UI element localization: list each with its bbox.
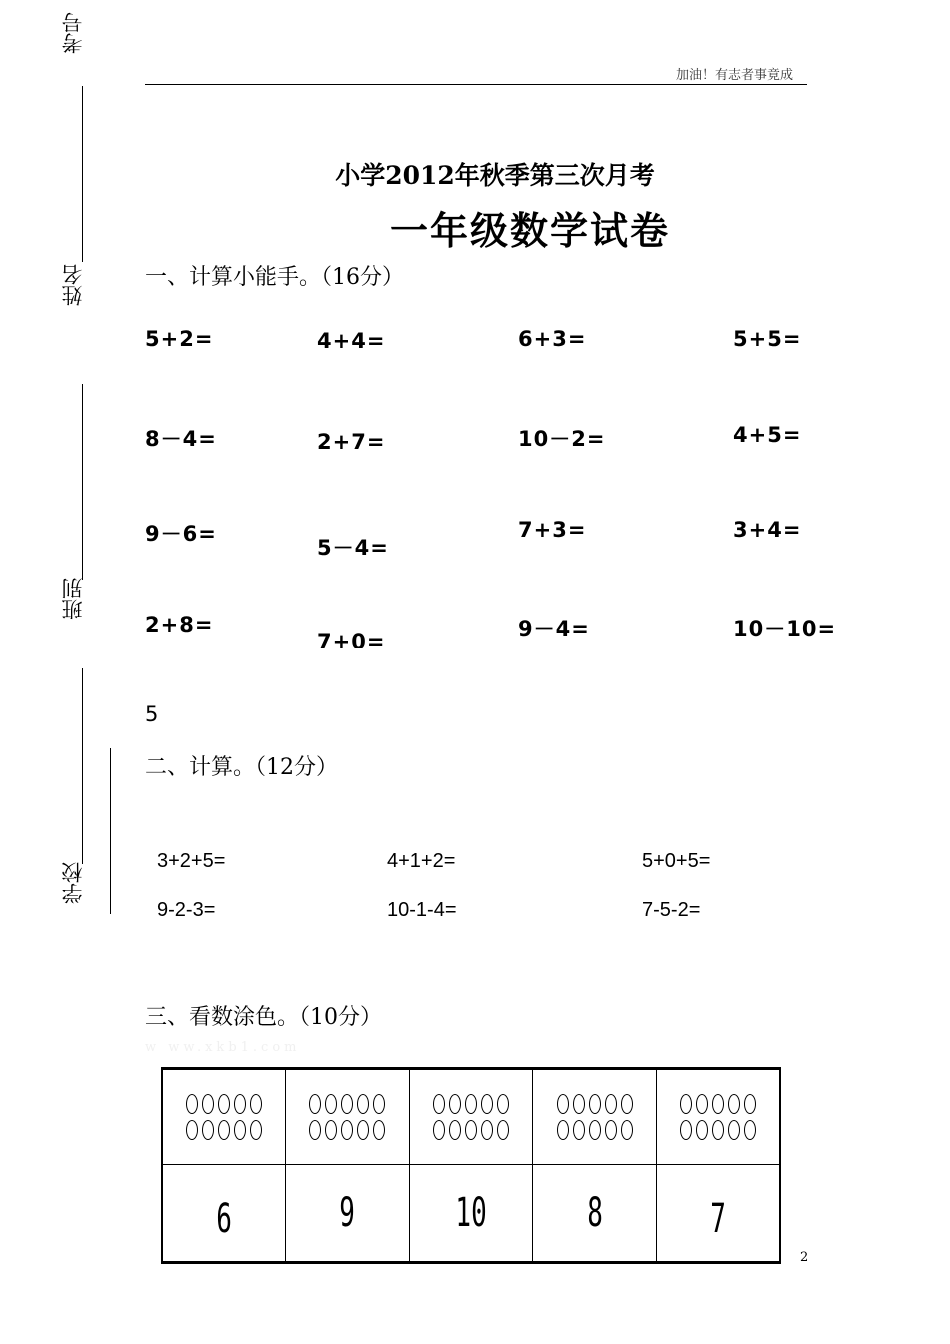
equation: 7+3=	[518, 518, 587, 542]
oval-shape[interactable]	[605, 1094, 617, 1114]
oval-shape[interactable]	[573, 1120, 585, 1140]
oval-shape[interactable]	[357, 1120, 369, 1140]
margin-binding-line	[110, 748, 111, 914]
section2-heading: 二、计算。（12分）	[145, 755, 338, 780]
oval-shape[interactable]	[696, 1094, 708, 1114]
oval-shape[interactable]	[696, 1120, 708, 1140]
oval-shape[interactable]	[309, 1120, 321, 1140]
number-cell	[656, 1165, 780, 1263]
section1-heading: 一、计算小能手。（16分）	[145, 265, 404, 290]
oval-shape[interactable]	[744, 1094, 756, 1114]
oval-shape[interactable]	[621, 1094, 633, 1114]
margin-class-label: 班别	[61, 578, 85, 620]
equation: 7-5-2=	[642, 899, 701, 921]
equation: 5+5=	[733, 327, 802, 351]
oval-shape[interactable]	[728, 1120, 740, 1140]
oval-shape[interactable]	[433, 1094, 445, 1114]
equation: 5+0+5=	[642, 850, 711, 872]
page-number: 2	[800, 1250, 809, 1265]
oval-cell	[162, 1069, 286, 1165]
coloring-table	[161, 1067, 781, 1264]
oval-shape[interactable]	[712, 1120, 724, 1140]
exam-title: 一年级数学试卷	[389, 208, 670, 253]
oval-shape[interactable]	[465, 1094, 477, 1114]
number-label: 8	[586, 1190, 603, 1236]
oval-group	[658, 1094, 778, 1114]
oval-cell	[656, 1069, 780, 1165]
oval-group	[164, 1120, 284, 1140]
oval-shape[interactable]	[373, 1120, 385, 1140]
oval-group	[658, 1120, 778, 1140]
oval-shape[interactable]	[497, 1120, 509, 1140]
number-label: 7	[710, 1196, 726, 1242]
oval-shape[interactable]	[589, 1120, 601, 1140]
equation: 2+8=	[145, 613, 214, 637]
equation: 4+1+2=	[387, 850, 456, 872]
equation: 7+0=	[317, 630, 386, 648]
oval-group	[534, 1094, 655, 1114]
oval-shape[interactable]	[250, 1094, 262, 1114]
number-cell	[533, 1165, 657, 1263]
oval-shape[interactable]	[202, 1094, 214, 1114]
oval-shape[interactable]	[605, 1120, 617, 1140]
oval-shape[interactable]	[557, 1120, 569, 1140]
oval-shape[interactable]	[449, 1120, 461, 1140]
margin-name-line	[82, 384, 83, 580]
oval-shape[interactable]	[309, 1094, 321, 1114]
header-motto: 加油！有志者事竟成	[676, 68, 794, 83]
margin-class-line	[82, 668, 83, 864]
equation: 4+5=	[733, 423, 802, 447]
equation: 9-2-3=	[157, 899, 216, 921]
ovals-row	[162, 1069, 780, 1165]
oval-cell	[409, 1069, 533, 1165]
oval-shape[interactable]	[680, 1094, 692, 1114]
oval-shape[interactable]	[234, 1094, 246, 1114]
number-label: 10	[455, 1190, 487, 1236]
number-cell	[286, 1165, 410, 1263]
oval-shape[interactable]	[186, 1094, 198, 1114]
margin-name-label: 姓名	[61, 264, 85, 306]
oval-shape[interactable]	[218, 1094, 230, 1114]
oval-shape[interactable]	[341, 1120, 353, 1140]
numbers-row	[162, 1165, 780, 1263]
section3-heading: 三、看数涂色。（10分）	[145, 1005, 382, 1030]
watermark: w ww.xkb1.com	[145, 1040, 301, 1055]
oval-group	[287, 1094, 408, 1114]
oval-shape[interactable]	[712, 1094, 724, 1114]
oval-shape[interactable]	[481, 1094, 493, 1114]
oval-shape[interactable]	[465, 1120, 477, 1140]
equation: 8－4=	[145, 427, 217, 451]
oval-shape[interactable]	[449, 1094, 461, 1114]
equation: 3+2+5=	[157, 850, 226, 872]
oval-group	[534, 1120, 655, 1140]
oval-shape[interactable]	[433, 1120, 445, 1140]
number-cell	[409, 1165, 533, 1263]
oval-shape[interactable]	[325, 1094, 337, 1114]
equation: 6+3=	[518, 327, 587, 351]
oval-group	[411, 1094, 532, 1114]
oval-shape[interactable]	[481, 1120, 493, 1140]
oval-shape[interactable]	[744, 1120, 756, 1140]
header-rule	[145, 84, 807, 85]
oval-shape[interactable]	[186, 1120, 198, 1140]
oval-shape[interactable]	[250, 1120, 262, 1140]
equation: 3+4=	[733, 518, 802, 542]
equation: 2+7=	[317, 430, 386, 454]
oval-shape[interactable]	[497, 1094, 509, 1114]
oval-shape[interactable]	[680, 1120, 692, 1140]
margin-school-label: 学校	[61, 862, 85, 904]
number-label: 6	[216, 1196, 232, 1242]
equation: 10－10=	[733, 617, 837, 641]
number-label: 9	[339, 1190, 356, 1236]
oval-shape[interactable]	[728, 1094, 740, 1114]
number-cell	[162, 1165, 286, 1263]
section1-last-row	[0, 600, 950, 648]
oval-shape[interactable]	[202, 1120, 214, 1140]
oval-shape[interactable]	[341, 1094, 353, 1114]
oval-shape[interactable]	[218, 1120, 230, 1140]
equation: 9－6=	[145, 522, 217, 546]
equation: 10-1-4=	[387, 899, 457, 921]
oval-shape[interactable]	[573, 1094, 585, 1114]
oval-shape[interactable]	[557, 1094, 569, 1114]
equation: 4+4=	[317, 329, 386, 353]
oval-group	[164, 1094, 284, 1114]
oval-group	[287, 1120, 408, 1140]
oval-shape[interactable]	[234, 1120, 246, 1140]
equation: 5+2=	[145, 327, 214, 351]
equation: 10－2=	[518, 427, 606, 451]
oval-cell	[533, 1069, 657, 1165]
overflow-text: 5	[145, 702, 160, 726]
exam-subtitle: 小学2012年秋季第三次月考	[335, 161, 655, 190]
oval-shape[interactable]	[589, 1094, 601, 1114]
oval-shape[interactable]	[325, 1120, 337, 1140]
oval-cell	[286, 1069, 410, 1165]
equation: 5－4=	[317, 536, 389, 560]
oval-shape[interactable]	[621, 1120, 633, 1140]
equation: 9－4=	[518, 617, 590, 641]
oval-shape[interactable]	[373, 1094, 385, 1114]
oval-group	[411, 1120, 532, 1140]
margin-exam-no-label: 考号	[61, 12, 85, 54]
oval-shape[interactable]	[357, 1094, 369, 1114]
